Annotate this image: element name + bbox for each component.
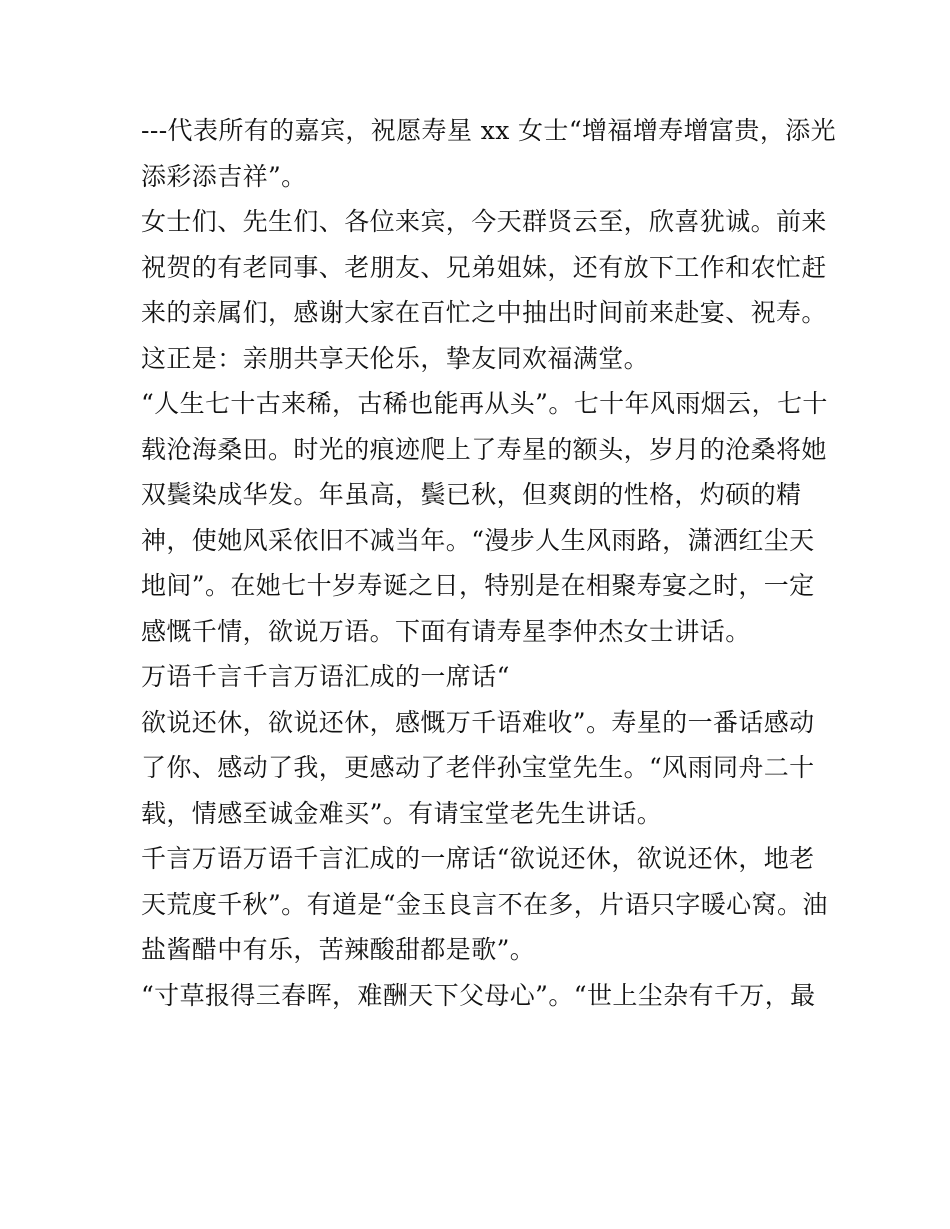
text-line: 欲说还休，欲说还休，感慨万千语难收”。寿星的一番话感动: [141, 707, 815, 737]
text-line: 神，使她风采依旧不减当年。“漫步人生风雨路，潇洒红尘天: [141, 525, 815, 555]
text-line: 载，情感至诚金难买”。有请宝堂老先生讲话。: [141, 798, 663, 828]
text-line: 祝贺的有老同事、老朋友、兄弟姐妹，还有放下工作和农忙赶: [141, 252, 827, 282]
text-line: 女士们、先生们、各位来宾，今天群贤云至，欣喜犹诚。前来: [141, 207, 827, 236]
text-line: 万语千言千言万语汇成的一席话“: [141, 662, 510, 691]
text-line: 来的亲属们，感谢大家在百忙之中抽出时间前来赴宴、祝寿。: [141, 298, 827, 327]
text-line: 千言万语万语千言汇成的一席话“欲说还休，欲说还休，地老: [141, 844, 815, 873]
text-line: 双鬓染成华发。年虽高，鬓已秋，但爽朗的性格，灼硕的精: [141, 480, 802, 509]
text-line: 这正是：亲朋共享天伦乐，挚友同欢福满堂。: [141, 343, 650, 373]
text-line: 盐酱醋中有乐，苦辣酸甜都是歌”。: [141, 935, 536, 964]
text-line: 地间”。在她七十岁寿诞之日，特别是在相聚寿宴之时，一定: [141, 571, 815, 600]
text-line: 载沧海桑田。时光的痕迹爬上了寿星的额头，岁月的沧桑将她: [141, 434, 827, 464]
document-body: [141, 108, 837, 1018]
text-line: 添彩添吉祥”。: [141, 161, 307, 191]
text-line: “人生七十古来稀，古稀也能再从头”。七十年风雨烟云，七十: [141, 389, 828, 418]
text-line: 感慨千情，欲说万语。下面有请寿星李仲杰女士讲话。: [141, 616, 751, 646]
text-line: 天荒度千秋”。有道是“金玉良言不在多，片语只字暖心窝。油: [141, 889, 828, 919]
text-line: ---代表所有的嘉宾，祝愿寿星 xx 女士“增福增寿增富贵，添光: [141, 116, 837, 145]
text-line: 了你、感动了我，更感动了老伴孙宝堂先生。“风雨同舟二十: [141, 753, 815, 782]
text-line: “寸草报得三春晖，难酬天下父母心”。“世上尘杂有千万，最: [141, 980, 816, 1010]
